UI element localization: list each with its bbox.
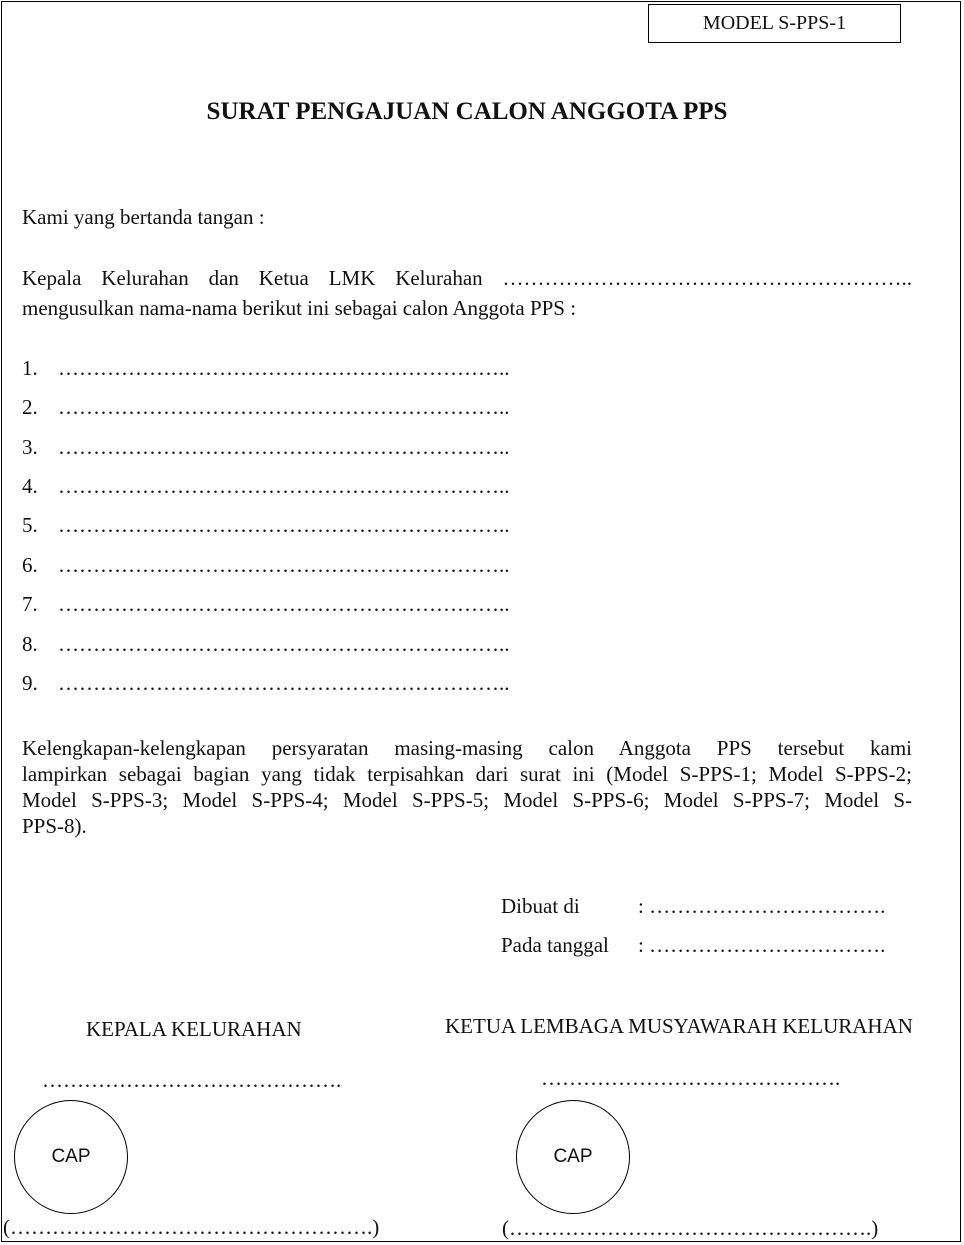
list-value: ……………………………………………………….. <box>58 356 510 380</box>
list-value: ……………………………………………………….. <box>58 592 510 616</box>
list-item <box>22 474 510 499</box>
list-number: 7. <box>22 592 38 616</box>
right-signatory-name: (…………………………………………….) <box>502 1216 879 1240</box>
list-item <box>22 671 510 696</box>
list-number: 3. <box>22 435 38 459</box>
left-signatory-dots: ……………………………………. <box>42 1068 342 1092</box>
list-value: ……………………………………………………….. <box>58 435 510 459</box>
list-number: 1. <box>22 356 38 380</box>
paragraph-line: lampirkan sebagai bagian yang tidak terpisahkan dari surat ini (Model S-PPS-1; Model S-PPS-2; <box>22 762 912 786</box>
paragraph-line: Model S-PPS-3; Model S-PPS-4; Model S-PPS-5; Model S-PPS-6; Model S-PPS-7; Model S- <box>22 788 912 812</box>
list-value: ……………………………………………………….. <box>58 671 510 695</box>
list-item <box>22 356 510 381</box>
place-value: : ……………………………. <box>638 894 886 918</box>
list-value: ……………………………………………………….. <box>58 513 510 537</box>
list-value: ……………………………………………………….. <box>58 632 510 656</box>
right-stamp-circle <box>516 1100 630 1214</box>
document-title: SURAT PENGAJUAN CALON ANGGOTA PPS <box>206 98 728 125</box>
list-item <box>22 632 510 657</box>
list-value: ……………………………………………………….. <box>58 395 510 419</box>
list-number: 4. <box>22 474 38 498</box>
list-item <box>22 395 510 420</box>
paragraph-line: PPS-8). <box>22 814 87 838</box>
list-item <box>22 513 510 538</box>
right-stamp-label: CAP <box>553 1146 593 1167</box>
date-value: : ……………………………. <box>638 933 886 957</box>
list-item <box>22 592 510 617</box>
place-label: Dibuat di <box>501 894 580 918</box>
right-signatory-title: KETUA LEMBAGA MUSYAWARAH KELURAHAN <box>445 1014 913 1038</box>
right-signatory-dots: ……………………………………. <box>541 1066 841 1090</box>
left-stamp-circle <box>14 1100 128 1214</box>
list-item <box>22 553 510 578</box>
list-number: 5. <box>22 513 38 537</box>
left-signatory-name: (…………………………………………….) <box>3 1215 380 1239</box>
proposer-line: Kepala Kelurahan dan Ketua LMK Kelurahan ………………………………………………….. <box>22 266 912 290</box>
model-label: MODEL S-PPS-1 <box>702 12 847 34</box>
left-stamp-label: CAP <box>51 1146 91 1167</box>
list-number: 2. <box>22 395 38 419</box>
paragraph-line: Kelengkapan-kelengkapan persyaratan masing-masing calon Anggota PPS tersebut kami <box>22 736 912 760</box>
list-value: ……………………………………………………….. <box>58 553 510 577</box>
list-value: ……………………………………………………….. <box>58 474 510 498</box>
left-signatory-title: KEPALA KELURAHAN <box>86 1017 302 1041</box>
list-number: 9. <box>22 671 38 695</box>
proposer-line-2: mengusulkan nama-nama berikut ini sebagai calon Anggota PPS : <box>22 296 577 320</box>
model-label-box <box>648 4 901 43</box>
date-label: Pada tanggal <box>501 933 609 957</box>
list-number: 8. <box>22 632 38 656</box>
page-frame <box>1 1 961 1242</box>
list-item <box>22 435 510 460</box>
list-number: 6. <box>22 553 38 577</box>
intro-text: Kami yang bertanda tangan : <box>22 205 265 229</box>
